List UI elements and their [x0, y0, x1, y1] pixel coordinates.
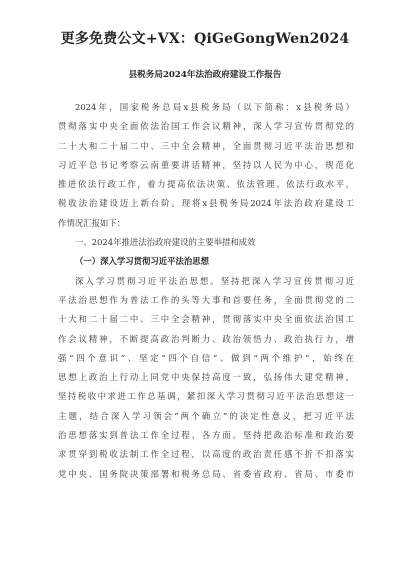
paragraph-line: 治思想落实到普法工作全过程、各方面。坚持把政治标准和政治要	[58, 430, 354, 441]
paragraph-line: 推进依法行政工作，着力提高依法决策、依法管理、依法行政水平，	[58, 179, 354, 190]
paragraph-line: 贯彻落实中央全面依法治国工作会议精神，深入学习宣传贯彻党的	[58, 121, 354, 132]
subsection-heading: （一）深入学习贯彻习近平法治思想	[75, 256, 209, 267]
paragraph-line: 十大和二十届二中、三中全会精神，贯彻落实中央全面依法治国工	[58, 314, 354, 325]
paragraph-line: 坚持税收中求进工作总基调，紧扣深入学习贯彻习近平法治思想这一	[58, 391, 354, 402]
paragraph-line: 作情况汇报如下：	[58, 217, 125, 228]
paragraph-line: 平法治思想作为普法工作的头等大事和首要任务，全面贯彻党的二	[58, 294, 354, 305]
paragraph-line: 求贯穿到税收法制工作全过程，以高度的政治责任感不折不扣落实	[58, 449, 354, 460]
paragraph-line: 二十大和二十届二中、三中全会精神，全面贯彻习近平法治思想和	[58, 140, 354, 151]
paragraph-line: 税收法治建设迈上新台阶。现将x县税务局2024年法治政府建设工	[58, 198, 354, 209]
section-heading: 一、2024年推进法治政府建设的主要举措和成效	[75, 237, 256, 248]
paragraph-line: 深入学习贯彻习近平法治思想。坚持把深入学习宣传贯彻习近	[75, 275, 354, 286]
paragraph-line: 2024年，国家税务总局x县税务局（以下简称：x县税务局）	[75, 102, 354, 112]
paragraph-line: 强“四个意识”、坚定“四个自信”、做到“两个维护”，始终在	[58, 352, 354, 363]
paragraph-line: 主题，结合深入学习领会“两个确立”的决定性意义，把习近平法	[58, 410, 354, 421]
paragraph-line: 思想上政治上行动上同党中央保持高度一致，弘扬伟大建党精神，	[58, 372, 354, 383]
paragraph-line: 作会议精神，不断提高政治判断力、政治领悟力、政治执行力，增	[58, 333, 354, 344]
document-title: 县税务局2024年法治政府建设工作报告	[128, 70, 282, 80]
paragraph-line: 党中央、国务院决策部署和税务总局、省委省政府、省局、市委市	[58, 468, 354, 479]
paragraph-line: 习近平总书记考察云南重要讲话精神，坚持以人民为中心，规范化	[58, 159, 354, 170]
watermark-text: 更多免费公文+VX：QiGeGongWen2024	[60, 31, 350, 47]
document-body	[58, 98, 354, 484]
